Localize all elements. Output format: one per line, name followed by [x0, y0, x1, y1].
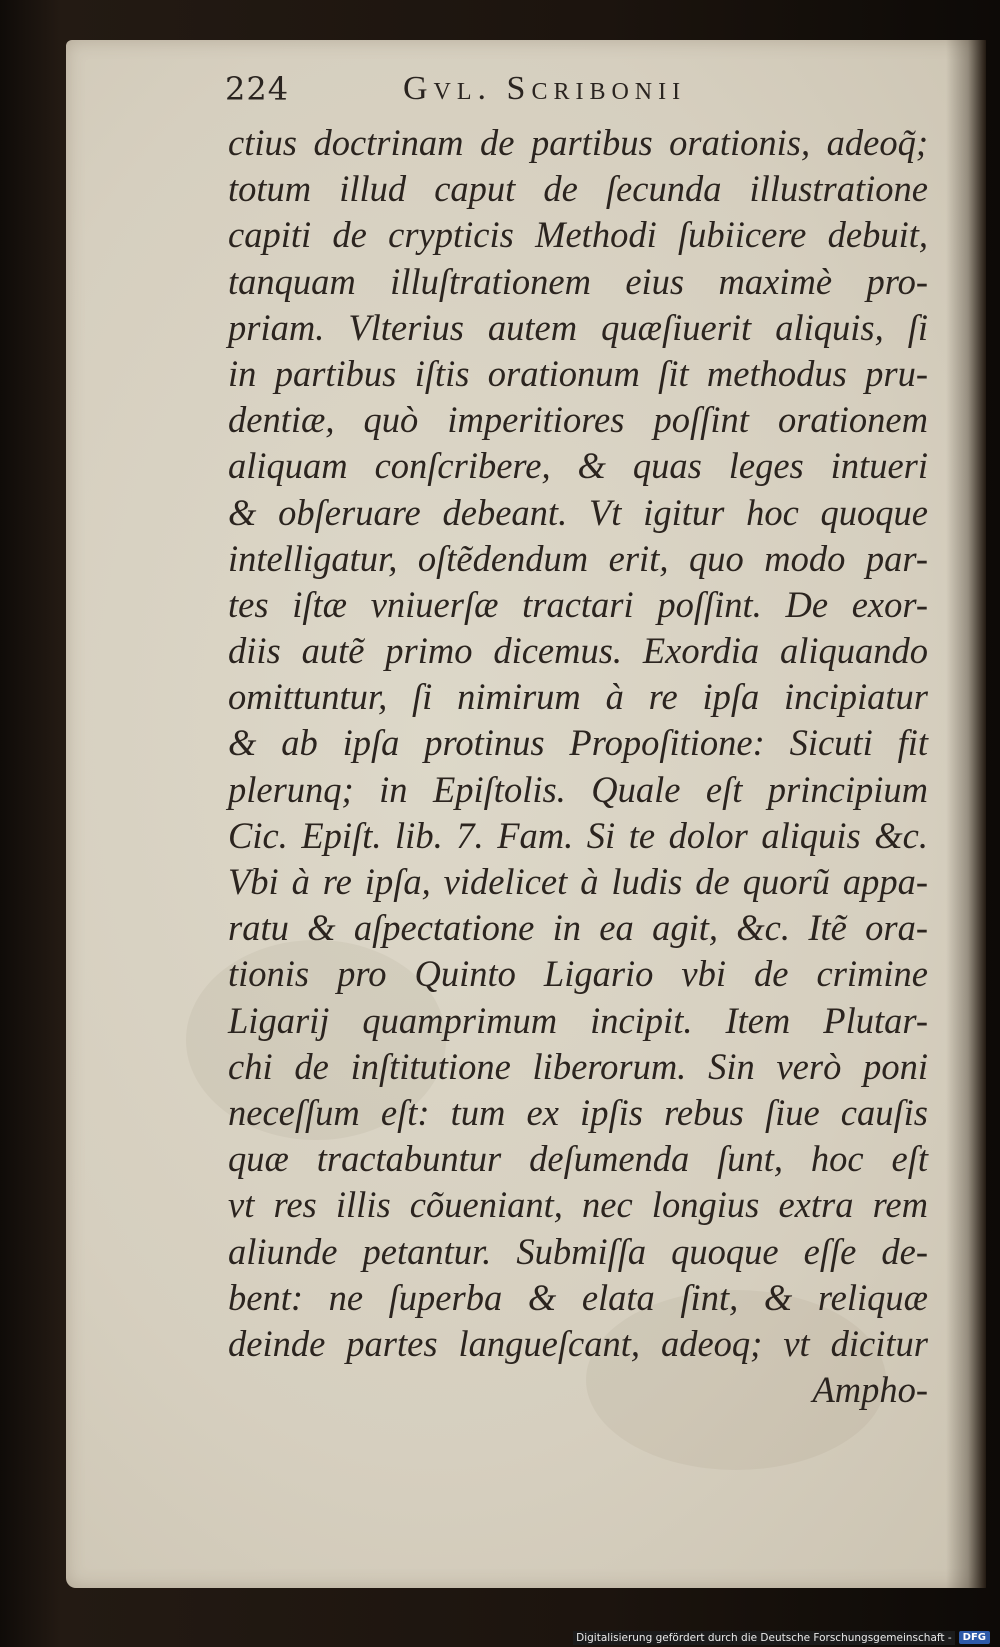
page-number: 224	[225, 70, 290, 108]
body-text	[228, 120, 928, 1413]
text-line: tanquam illuſtrationem eius maximè pro-	[228, 260, 928, 302]
text-line: dentiæ, quò imperitiores poſſint orationem	[228, 399, 928, 441]
text-line: deinde partes langueſcant, adeoq; vt dicitur	[228, 1322, 928, 1364]
page-header	[225, 64, 825, 110]
text-line: neceſſum eſt: tum ex ipſis rebus ſiue cauſis	[228, 1091, 928, 1133]
text-line: chi de inſtitutione liberorum. Sin verò poni	[228, 1045, 928, 1087]
text-line: aliquam conſcribere, & quas leges intueri	[228, 445, 928, 487]
dfg-logo-icon: DFG	[959, 1631, 990, 1644]
text-line: in partibus iſtis orationum ſit methodus pru-	[228, 352, 928, 394]
text-line: totum illud caput de ſecunda illustratione	[228, 168, 928, 210]
text-line: ratu & aſpectatione in ea agit, &c. Itẽ ora-	[228, 907, 928, 949]
binding-gutter	[946, 40, 986, 1588]
funding-notice: Digitalisierung gefördert durch die Deutsche Forschungsgemeinschaft -	[573, 1631, 955, 1645]
text-line: tionis pro Quinto Ligario vbi de crimine	[228, 953, 928, 995]
catchword: Ampho-	[812, 1369, 928, 1411]
text-line: Vbi à re ipſa, videlicet à ludis de quorũ appa-	[228, 861, 928, 902]
text-line: tes iſtæ vniuerſæ tractari poſſint. De exor-	[228, 583, 928, 625]
text-line: vt res illis cõueniant, nec longius extra rem	[228, 1184, 928, 1226]
text-line: plerunq; in Epiſtolis. Quale eſt principium	[228, 768, 928, 810]
text-line: Cic. Epiſt. lib. 7. Fam. Si te dolor aliquis &c.	[228, 814, 928, 856]
text-line: quæ tractabuntur deſumenda ſunt, hoc eſt	[228, 1138, 928, 1180]
text-line: Ligarij quamprimum incipit. Item Plutar-	[228, 999, 928, 1041]
digitization-footer	[573, 1628, 990, 1647]
running-head: Gvl. Scribonii	[403, 70, 687, 107]
text-line: diis autẽ primo dicemus. Exordia aliquando	[228, 630, 928, 672]
text-line: intelligatur, oſtẽdendum erit, quo modo par-	[228, 537, 928, 579]
text-line: capiti de crypticis Methodi ſubiicere debuit,	[228, 214, 928, 256]
text-line: omittuntur, ſi nimirum à re ipſa incipiatur	[228, 676, 928, 718]
text-line: bent: ne ſuperba & elata ſint, & reliquæ	[228, 1276, 928, 1318]
text-line: aliunde petantur. Submiſſa quoque eſſe de-	[228, 1230, 928, 1272]
text-line: & ab ipſa protinus Propoſitione: Sicuti fit	[228, 722, 928, 764]
text-line: priam. Vlterius autem quæſiuerit aliquis, ſi	[228, 306, 928, 348]
text-line: ctius doctrinam de partibus orationis, adeoq̃;	[228, 122, 928, 163]
text-line: & obſeruare debeant. Vt igitur hoc quoque	[228, 491, 928, 533]
